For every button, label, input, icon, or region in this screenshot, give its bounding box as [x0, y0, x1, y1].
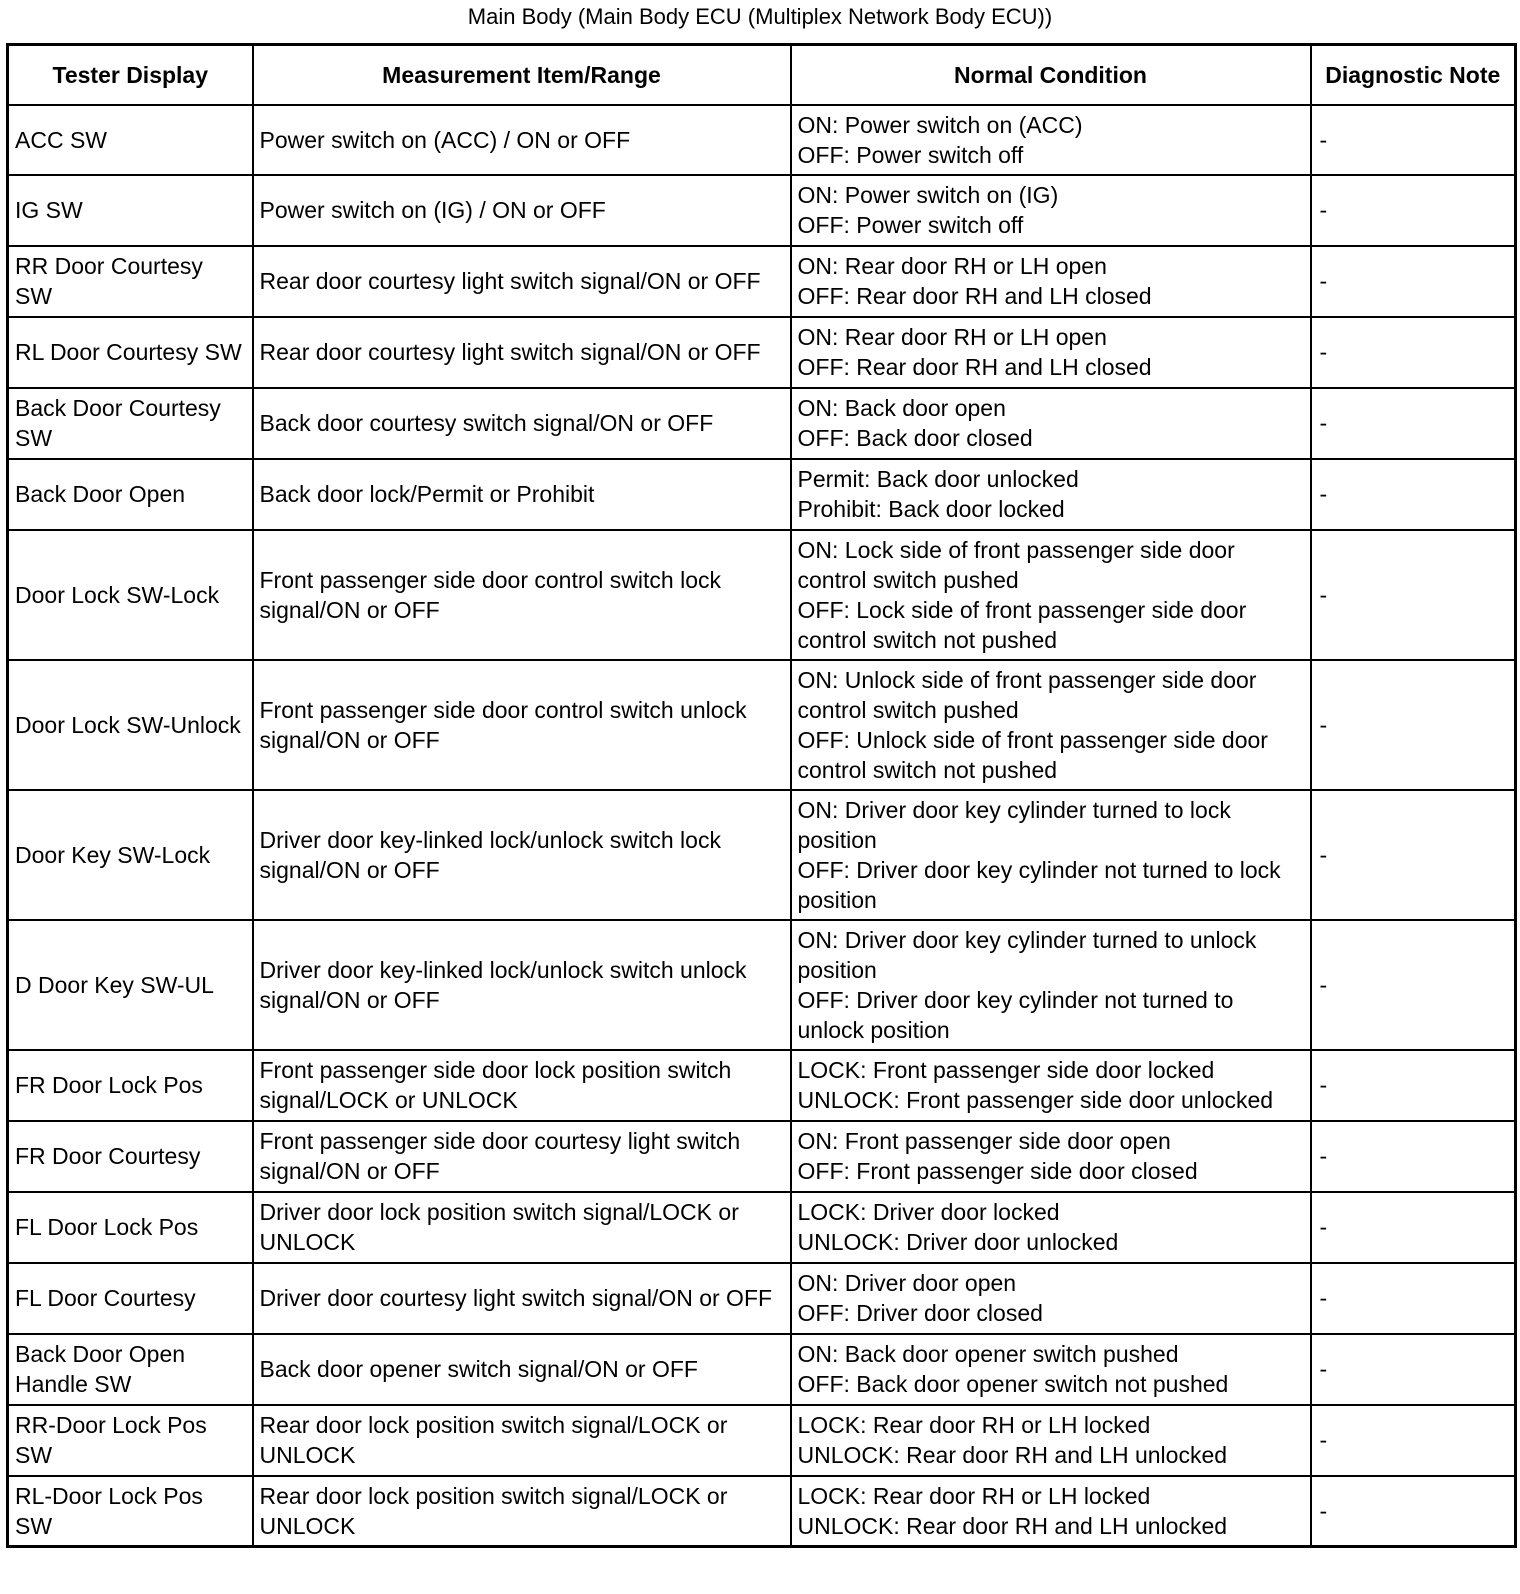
cell-normal-condition: [791, 175, 1311, 246]
normal-condition-line: ON: Lock side of front passenger side door control switch pushed: [797, 536, 1235, 593]
normal-condition-line: OFF: Power switch off: [797, 141, 1024, 168]
table-row: [8, 388, 1516, 459]
cell-normal-condition: [791, 317, 1311, 388]
cell-tester-display: FR Door Courtesy: [8, 1121, 253, 1192]
cell-diagnostic-note: -: [1311, 530, 1516, 660]
normal-condition-line: UNLOCK: Front passenger side door unlocked: [797, 1087, 1274, 1113]
normal-condition-line: UNLOCK: Rear door RH and LH unlocked: [797, 1512, 1228, 1539]
cell-tester-display: ACC SW: [8, 105, 253, 175]
cell-tester-display: Door Lock SW-Unlock: [8, 660, 253, 790]
table-row: [8, 246, 1516, 317]
table-row: [8, 1405, 1516, 1476]
cell-diagnostic-note: -: [1311, 105, 1516, 175]
cell-tester-display: D Door Key SW-UL: [8, 920, 253, 1050]
table-row: [8, 175, 1516, 246]
cell-tester-display: Door Key SW-Lock: [8, 790, 253, 920]
cell-measurement-item: Rear door lock position switch signal/LOCK or UNLOCK: [253, 1405, 791, 1476]
table-row: [8, 660, 1516, 790]
normal-condition-line: ON: Unlock side of front passenger side door control switch pushed: [797, 666, 1257, 723]
cell-tester-display: FL Door Lock Pos: [8, 1192, 253, 1263]
cell-diagnostic-note: -: [1311, 1476, 1516, 1547]
cell-measurement-item: Rear door lock position switch signal/LOCK or UNLOCK: [253, 1476, 791, 1547]
cell-tester-display: RL-Door Lock Pos SW: [8, 1476, 253, 1547]
cell-tester-display: Back Door Open Handle SW: [8, 1334, 253, 1405]
cell-measurement-item: Rear door courtesy light switch signal/ON or OFF: [253, 317, 791, 388]
cell-measurement-item: Driver door key-linked lock/unlock switch unlock signal/ON or OFF: [253, 920, 791, 1050]
cell-measurement-item: Driver door lock position switch signal/LOCK or UNLOCK: [253, 1192, 791, 1263]
cell-tester-display: RR-Door Lock Pos SW: [8, 1405, 253, 1476]
cell-diagnostic-note: -: [1311, 317, 1516, 388]
normal-condition-line: ON: Driver door key cylinder turned to unlock position: [797, 926, 1257, 983]
normal-condition-line: ON: Driver door open: [797, 1270, 1017, 1296]
cell-normal-condition: [791, 660, 1311, 790]
cell-measurement-item: Back door courtesy switch signal/ON or OFF: [253, 388, 791, 459]
header-diagnostic-note: Diagnostic Note: [1311, 45, 1516, 105]
normal-condition-line: ON: Rear door RH or LH open: [797, 253, 1107, 279]
table-row: [8, 459, 1516, 530]
cell-normal-condition: [791, 530, 1311, 660]
normal-condition-line: OFF: Rear door RH and LH closed: [797, 283, 1152, 309]
normal-condition-line: OFF: Back door opener switch not pushed: [797, 1371, 1229, 1397]
normal-condition-line: UNLOCK: Driver door unlocked: [797, 1229, 1119, 1255]
normal-condition-line: OFF: Back door closed: [797, 425, 1033, 451]
normal-condition-line: ON: Power switch on (ACC): [797, 111, 1083, 138]
cell-diagnostic-note: -: [1311, 175, 1516, 246]
cell-diagnostic-note: -: [1311, 1334, 1516, 1405]
normal-condition-line: OFF: Driver door key cylinder not turned to unlock position: [797, 986, 1234, 1043]
normal-condition-line: OFF: Unlock side of front passenger side door control switch not pushed: [797, 726, 1268, 783]
normal-condition-line: ON: Rear door RH or LH open: [797, 324, 1107, 350]
cell-measurement-item: Back door opener switch signal/ON or OFF: [253, 1334, 791, 1405]
normal-condition-line: OFF: Power switch off: [797, 212, 1024, 238]
cell-diagnostic-note: -: [1311, 1192, 1516, 1263]
cell-normal-condition: [791, 388, 1311, 459]
cell-diagnostic-note: -: [1311, 660, 1516, 790]
cell-diagnostic-note: -: [1311, 1121, 1516, 1192]
cell-measurement-item: Driver door courtesy light switch signal/ON or OFF: [253, 1263, 791, 1334]
table-row: [8, 1192, 1516, 1263]
cell-diagnostic-note: -: [1311, 790, 1516, 920]
table-body: [8, 105, 1516, 1547]
cell-measurement-item: Front passenger side door lock position switch signal/LOCK or UNLOCK: [253, 1050, 791, 1121]
cell-tester-display: FL Door Courtesy: [8, 1263, 253, 1334]
cell-normal-condition: [791, 246, 1311, 317]
cell-normal-condition: [791, 1121, 1311, 1192]
cell-normal-condition: [791, 920, 1311, 1050]
header-normal-condition: Normal Condition: [791, 45, 1311, 105]
normal-condition-line: LOCK: Front passenger side door locked: [797, 1057, 1215, 1083]
cell-tester-display: Door Lock SW-Lock: [8, 530, 253, 660]
cell-normal-condition: [791, 1192, 1311, 1263]
table-row: [8, 530, 1516, 660]
data-table: [6, 43, 1517, 1548]
cell-normal-condition: [791, 105, 1311, 175]
cell-normal-condition: [791, 1050, 1311, 1121]
cell-tester-display: Back Door Courtesy SW: [8, 388, 253, 459]
table-row: [8, 105, 1516, 175]
table-row: [8, 1476, 1516, 1547]
normal-condition-line: Prohibit: Back door locked: [797, 496, 1065, 522]
header-measurement-item: Measurement Item/Range: [253, 45, 791, 105]
cell-normal-condition: [791, 1476, 1311, 1547]
cell-tester-display: RR Door Courtesy SW: [8, 246, 253, 317]
cell-tester-display: Back Door Open: [8, 459, 253, 530]
normal-condition-line: ON: Back door open: [797, 395, 1006, 421]
cell-diagnostic-note: -: [1311, 1050, 1516, 1121]
cell-measurement-item: Front passenger side door control switch lock signal/ON or OFF: [253, 530, 791, 660]
normal-condition-line: ON: Back door opener switch pushed: [797, 1341, 1179, 1367]
cell-diagnostic-note: -: [1311, 1405, 1516, 1476]
table-row: [8, 1263, 1516, 1334]
page-title: Main Body (Main Body ECU (Multiplex Network Body ECU)): [467, 4, 1053, 29]
cell-normal-condition: [791, 1405, 1311, 1476]
cell-tester-display: RL Door Courtesy SW: [8, 317, 253, 388]
table-row: [8, 1121, 1516, 1192]
normal-condition-line: LOCK: Rear door RH or LH locked: [797, 1412, 1151, 1438]
cell-normal-condition: [791, 459, 1311, 530]
cell-tester-display: IG SW: [8, 175, 253, 246]
table-row: [8, 920, 1516, 1050]
normal-condition-line: OFF: Lock side of front passenger side door control switch not pushed: [797, 596, 1247, 653]
cell-diagnostic-note: -: [1311, 920, 1516, 1050]
normal-condition-line: OFF: Driver door closed: [797, 1300, 1043, 1326]
normal-condition-line: LOCK: Driver door locked: [797, 1199, 1060, 1225]
normal-condition-line: UNLOCK: Rear door RH and LH unlocked: [797, 1442, 1228, 1468]
cell-diagnostic-note: -: [1311, 388, 1516, 459]
normal-condition-line: ON: Driver door key cylinder turned to lock position: [797, 796, 1231, 853]
cell-measurement-item: Front passenger side door courtesy light switch signal/ON or OFF: [253, 1121, 791, 1192]
cell-diagnostic-note: -: [1311, 1263, 1516, 1334]
cell-measurement-item: Front passenger side door control switch unlock signal/ON or OFF: [253, 660, 791, 790]
table-row: [8, 317, 1516, 388]
cell-measurement-item: Driver door key-linked lock/unlock switch lock signal/ON or OFF: [253, 790, 791, 920]
normal-condition-line: OFF: Driver door key cylinder not turned to lock position: [797, 856, 1281, 913]
normal-condition-line: ON: Power switch on (IG): [797, 182, 1059, 208]
cell-tester-display: FR Door Lock Pos: [8, 1050, 253, 1121]
table-row: [8, 1334, 1516, 1405]
cell-measurement-item: Rear door courtesy light switch signal/ON or OFF: [253, 246, 791, 317]
normal-condition-line: LOCK: Rear door RH or LH locked: [797, 1482, 1151, 1509]
normal-condition-line: ON: Front passenger side door open: [797, 1128, 1171, 1154]
normal-condition-line: OFF: Front passenger side door closed: [797, 1158, 1198, 1184]
cell-normal-condition: [791, 1334, 1311, 1405]
cell-diagnostic-note: -: [1311, 246, 1516, 317]
cell-measurement-item: Back door lock/Permit or Prohibit: [253, 459, 791, 530]
table-row: [8, 790, 1516, 920]
header-tester-display: Tester Display: [8, 45, 253, 105]
header-row: [8, 45, 1516, 105]
cell-normal-condition: [791, 1263, 1311, 1334]
normal-condition-line: Permit: Back door unlocked: [797, 466, 1079, 492]
cell-normal-condition: [791, 790, 1311, 920]
cell-measurement-item: Power switch on (ACC) / ON or OFF: [253, 105, 791, 175]
cell-diagnostic-note: -: [1311, 459, 1516, 530]
table-row: [8, 1050, 1516, 1121]
cell-measurement-item: Power switch on (IG) / ON or OFF: [253, 175, 791, 246]
normal-condition-line: OFF: Rear door RH and LH closed: [797, 354, 1152, 380]
